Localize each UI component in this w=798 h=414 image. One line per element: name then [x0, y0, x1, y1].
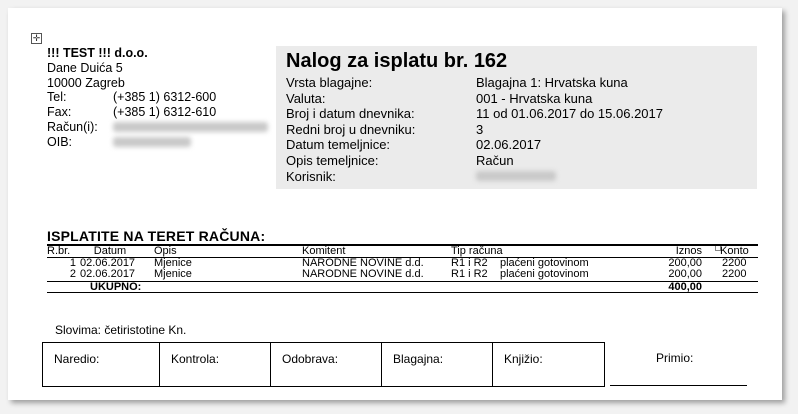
total-value: 400,00 [668, 280, 702, 293]
info-value: 3 [476, 121, 484, 137]
info-row [286, 122, 757, 138]
account-redacted [113, 122, 268, 132]
info-row [286, 75, 757, 91]
order-title: Nalog za isplatu br. 162 [286, 50, 508, 72]
info-value: 11 od 01.06.2017 do 15.06.2017 [476, 106, 663, 122]
col-datum: Datum [93, 245, 127, 257]
sign-naredio: Naredio: [43, 343, 160, 386]
cell: 2200 [722, 256, 747, 269]
move-handle-icon[interactable]: ✛ [32, 33, 41, 43]
account-label: Račun(i): [47, 119, 98, 134]
info-value: 001 - Hrvatska kuna [476, 90, 593, 106]
amount-in-words: Slovima: četiristotine Kn. [55, 323, 187, 337]
info-label: Opis temeljnice: [286, 152, 379, 168]
cell: R1 i R2 [451, 256, 488, 269]
cell: 2 [69, 268, 76, 281]
cell: Mjenice [154, 268, 192, 281]
oib-redacted [113, 137, 191, 147]
info-value: Blagajna 1: Hrvatska kuna [476, 75, 628, 90]
col-opis: Opis [154, 245, 177, 257]
company-street: Dane Duića 5 [47, 60, 123, 75]
section-title: ISPLATITE NA TERET RAČUNA: [47, 228, 266, 244]
cell: 02.06.2017 [80, 256, 136, 269]
info-row [286, 169, 757, 185]
cell: 2200 [722, 268, 747, 281]
col-rbr: R.br. [47, 245, 71, 257]
info-label: Valuta: [286, 90, 326, 106]
sign-knjizio: Knjižio: [504, 352, 543, 366]
table-row [47, 269, 758, 281]
primio-signature-line [610, 385, 747, 386]
sign-kontrola: Kontrola: [160, 343, 271, 386]
company-info [47, 46, 268, 150]
company-tel-row [47, 90, 268, 105]
cell: 200,00 [668, 256, 702, 269]
user-redacted [476, 171, 556, 181]
cell: R1 i R2 [451, 268, 488, 281]
company-name: !!! TEST !!! d.o.o. [47, 46, 148, 60]
company-account-row [47, 120, 268, 135]
primio-label: Primio: [656, 351, 694, 365]
fax-value: (+385 1) 6312-610 [113, 105, 217, 120]
cell: plaćeni gotovinom [500, 256, 589, 269]
info-label: Korisnik: [286, 168, 336, 184]
info-row [286, 106, 757, 122]
col-iznos: Iznos [675, 245, 702, 257]
cell: plaćeni gotovinom [500, 268, 589, 281]
cell: 1 [69, 256, 76, 269]
info-row [286, 91, 757, 107]
oib-label: OIB: [47, 134, 73, 149]
cell: 02.06.2017 [80, 268, 136, 281]
col-komitent: Komitent [302, 245, 346, 257]
company-oib-row [47, 135, 268, 150]
table-header [47, 246, 758, 258]
info-row [286, 153, 757, 169]
payment-table [47, 244, 758, 293]
info-value: Račun [476, 152, 514, 168]
signature-grid [42, 342, 605, 387]
tel-label: Tel: [47, 90, 67, 105]
document-page [8, 8, 782, 400]
cell: NARODNE NOVINE d.d. [302, 256, 424, 269]
sign-blagajna: Blagajna: [382, 343, 493, 386]
company-fax-row [47, 105, 268, 120]
info-value: 02.06.2017 [476, 137, 542, 153]
info-row [286, 137, 757, 153]
table-total-row [47, 281, 758, 293]
cell: NARODNE NOVINE d.d. [302, 268, 424, 281]
col-konto: Konto [720, 245, 749, 257]
total-label: UKUPNO: [90, 280, 142, 293]
info-label: Datum temeljnice: [286, 137, 391, 153]
order-header [276, 46, 757, 189]
sign-odobrava: Odobrava: [271, 343, 382, 386]
info-label: Vrsta blagajne: [286, 75, 373, 90]
cell: Mjenice [154, 256, 192, 269]
fax-label: Fax: [47, 105, 72, 120]
col-tip: Tip računa [451, 245, 503, 257]
info-label: Redni broj u dnevniku: [286, 121, 416, 137]
tel-value: (+385 1) 6312-600 [113, 90, 217, 105]
info-label: Broj i datum dnevnika: [286, 106, 415, 122]
company-city: 10000 Zagreb [47, 75, 125, 90]
cell: 200,00 [668, 268, 702, 281]
